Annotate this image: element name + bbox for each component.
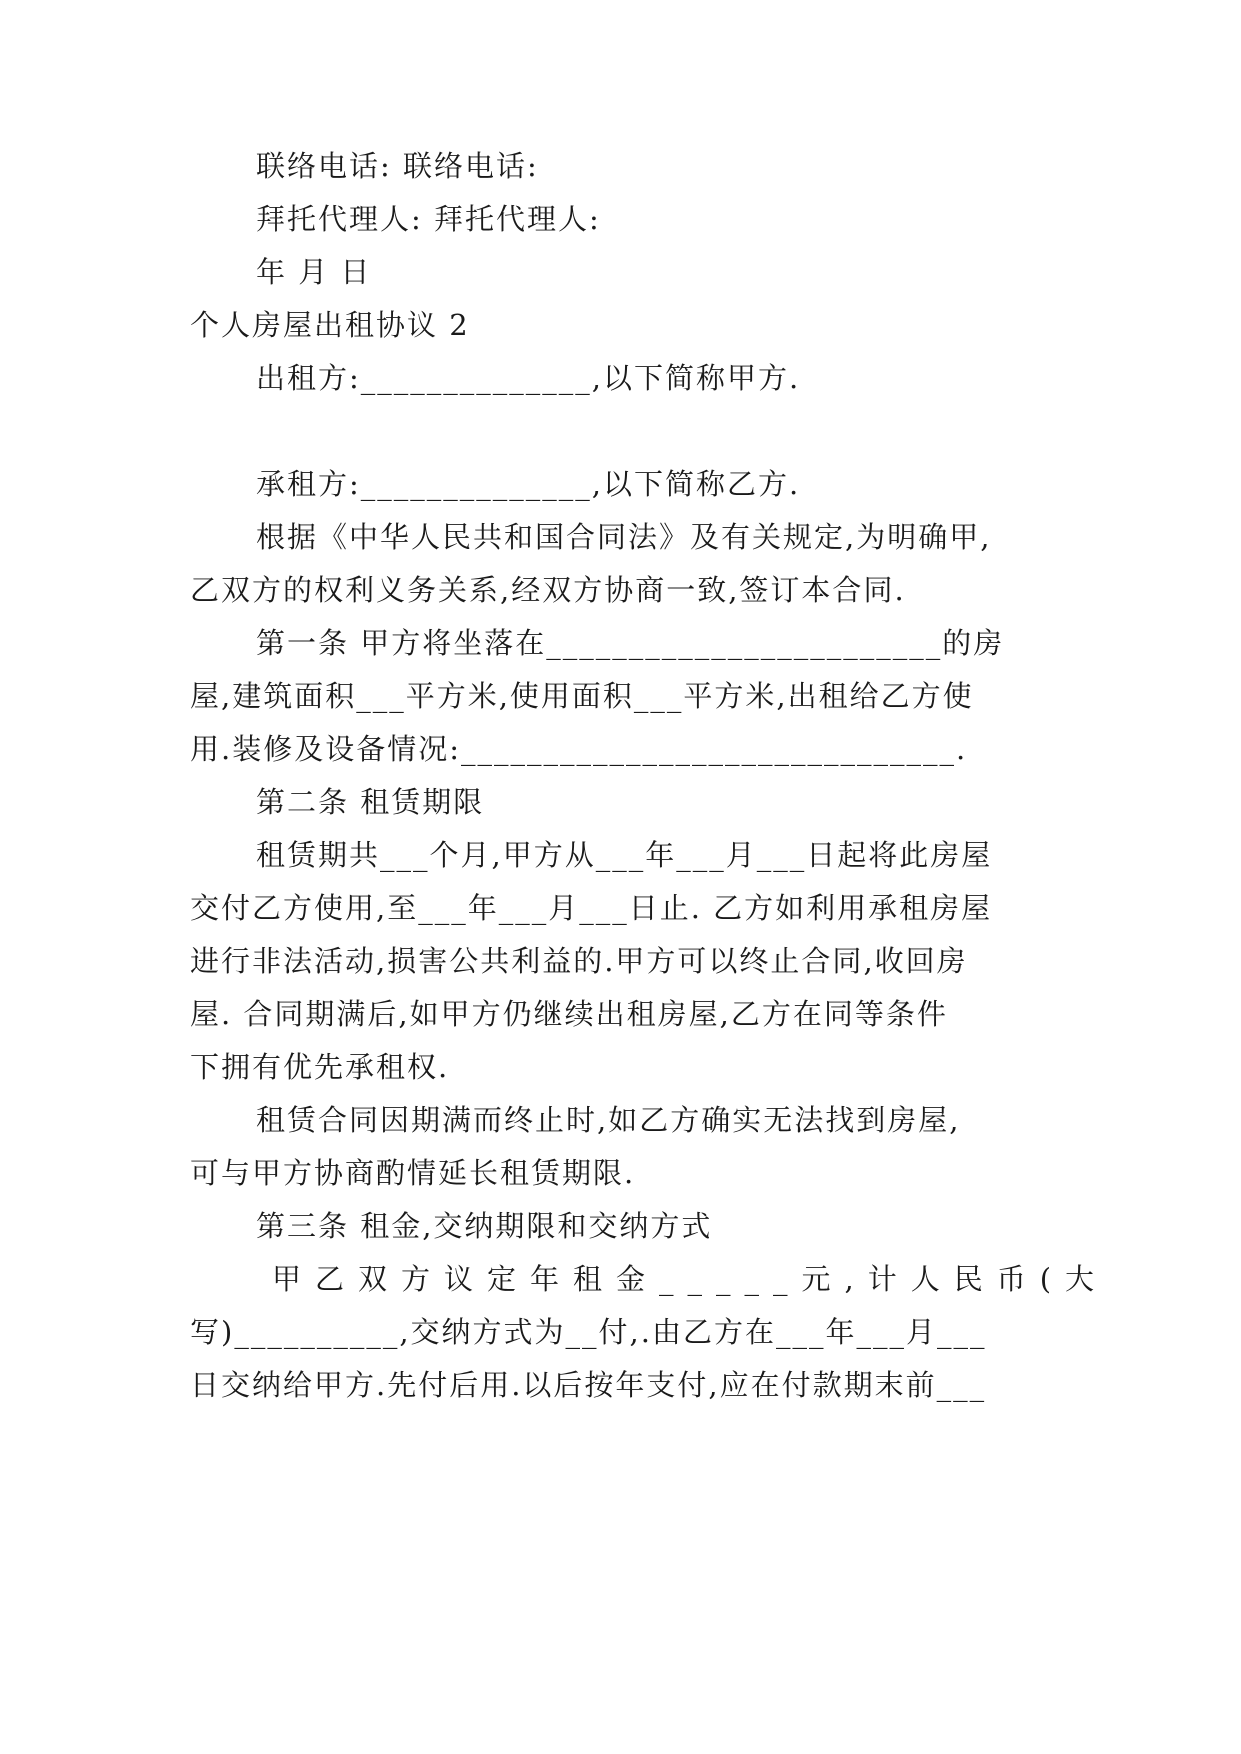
agent-line: 拜托代理人: 拜托代理人: xyxy=(256,202,601,236)
paragraph-line: 甲乙双方议定年租金_____元,计人民币(大 xyxy=(272,1262,1109,1296)
paragraph-line: 屋. 合同期满后,如甲方仍继续出租房屋,乙方在同等条件 xyxy=(190,997,948,1031)
article-2-heading: 第二条 租赁期限 xyxy=(256,785,485,819)
paragraph-line: 交付乙方使用,至___年___月___日止. 乙方如利用承租房屋 xyxy=(190,891,993,925)
date-line: 年 月 日 xyxy=(256,255,372,289)
paragraph-line: 屋,建筑面积___平方米,使用面积___平方米,出租给乙方使 xyxy=(190,679,974,713)
lessee-line: 承租方:______________,以下简称乙方. xyxy=(256,467,801,501)
paragraph-line: 进行非法活动,损害公共利益的.甲方可以终止合同,收回房 xyxy=(190,944,968,978)
contact-phone-line: 联络电话: 联络电话: xyxy=(256,149,539,183)
article-3-heading: 第三条 租金,交纳期限和交纳方式 xyxy=(256,1209,713,1243)
paragraph-line: 用.装修及设备情况:______________________________. xyxy=(190,732,968,766)
paragraph-line: 可与甲方协商酌情延长租赁期限. xyxy=(190,1156,636,1190)
document-title: 个人房屋出租协议 2 xyxy=(190,308,470,342)
lessor-line: 出租方:______________,以下简称甲方. xyxy=(256,361,801,395)
article-1-line: 第一条 甲方将坐落在________________________的房 xyxy=(256,626,1005,660)
paragraph-line: 下拥有优先承租权. xyxy=(190,1050,450,1084)
paragraph-line: 写)__________,交纳方式为__付,.由乙方在___年___月___ xyxy=(190,1315,987,1349)
paragraph-line: 根据《中华人民共和国合同法》及有关规定,为明确甲, xyxy=(256,520,992,554)
paragraph-line: 租赁合同因期满而终止时,如乙方确实无法找到房屋, xyxy=(256,1103,961,1137)
paragraph-line: 乙双方的权利义务关系,经双方协商一致,签订本合同. xyxy=(190,573,906,607)
paragraph-line: 租赁期共___个月,甲方从___年___月___日起将此房屋 xyxy=(256,838,993,872)
paragraph-line: 日交纳给甲方.先付后用.以后按年支付,应在付款期末前___ xyxy=(190,1368,987,1402)
